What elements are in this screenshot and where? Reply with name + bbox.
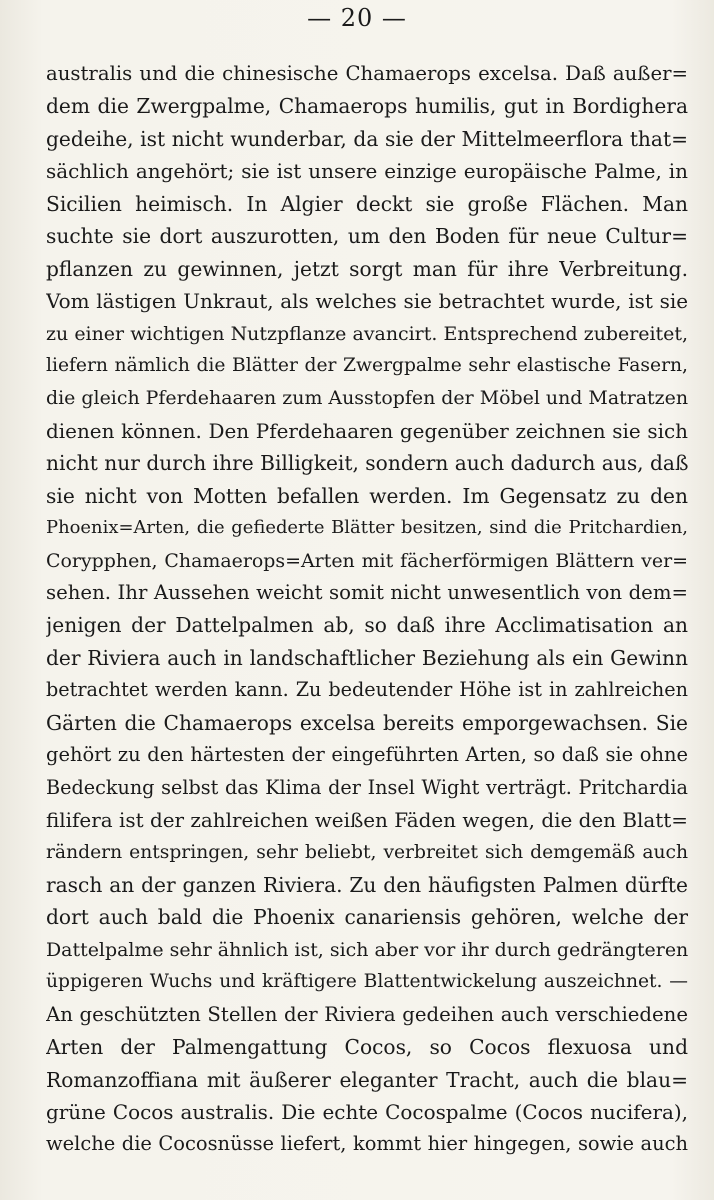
text-line: welche die Cocosnüsse liefert, kommt hier hingegen, sowie auch — [46, 1132, 688, 1156]
text-line: rasch an der ganzen Riviera. Zu den häufigsten Palmen dürfte — [46, 872, 688, 897]
text-line: nicht nur durch ihre Billigkeit, sondern auch dadurch aus, daß — [46, 451, 688, 476]
text-line: dem die Zwergpalme, Chamaerops humilis, gut in Bordighera — [46, 94, 688, 119]
text-line: Arten der Palmengattung Cocos, so Cocos flexuosa und — [46, 1035, 688, 1060]
text-line: Phoenix=Arten, die gefiederte Blätter besitzen, sind die Pritchardien, — [46, 517, 688, 539]
text-line: australis und die chinesische Chamaerops excelsa. Daß außer= — [46, 62, 688, 85]
text-line: sächlich angehört; sie ist unsere einzige europäische Palme, in — [46, 159, 688, 184]
body-text — [46, 58, 688, 1161]
text-line: üppigeren Wuchs und kräftigere Blattentwickelung auszeichnet. — — [46, 971, 688, 993]
text-line: sie nicht von Motten befallen werden. Im Gegensatz zu den — [46, 483, 688, 508]
text-line: jenigen der Dattelpalmen ab, so daß ihre Acclimatisation an — [46, 613, 688, 638]
text-line: Romanzoffiana mit äußerer eleganter Tracht, auch die blau= — [46, 1067, 688, 1092]
text-line: liefern nämlich die Blätter der Zwergpalme sehr elastische Fasern, — [46, 354, 688, 376]
page-number: — 20 — — [307, 4, 407, 32]
text-line: gehört zu den härtesten der eingeführten Arten, so daß sie ohne — [46, 743, 688, 767]
text-line: rändern entspringen, sehr beliebt, verbreitet sich demgemäß auch — [46, 841, 688, 863]
text-line: betrachtet werden kann. Zu bedeutender Höhe ist in zahlreichen — [46, 678, 688, 702]
text-line: filifera ist der zahlreichen weißen Fäden wegen, die den Blatt= — [46, 808, 688, 833]
text-line: Bedeckung selbst das Klima der Insel Wight verträgt. Pritchardia — [46, 775, 688, 799]
text-line: suchte sie dort auszurotten, um den Boden für neue Cultur= — [46, 224, 688, 249]
text-line: Vom lästigen Unkraut, als welches sie betrachtet wurde, ist sie — [46, 289, 688, 314]
text-line: die gleich Pferdehaaren zum Ausstopfen der Möbel und Matratzen — [46, 387, 688, 410]
text-line: pflanzen zu gewinnen, jetzt sorgt man für ihre Verbreitung. — [46, 256, 688, 281]
text-line: gedeihe, ist nicht wunderbar, da sie der Mittelmeerflora that= — [46, 126, 688, 151]
text-line: Sicilien heimisch. In Algier deckt sie große Flächen. Man — [46, 191, 688, 216]
text-line: Dattelpalme sehr ähnlich ist, sich aber vor ihr durch gedrängteren — [46, 938, 688, 961]
text-line: grüne Cocos australis. Die echte Cocospalme (Cocos nucifera), — [46, 1100, 688, 1124]
text-line: Corypphen, Chamaerops=Arten mit fächerförmigen Blättern ver= — [46, 549, 688, 572]
text-line: dienen können. Den Pferdehaaren gegenüber zeichnen sie sich — [46, 418, 688, 443]
text-line: An geschützten Stellen der Riviera gedeihen auch verschiedene — [46, 1002, 688, 1026]
text-line: sehen. Ihr Aussehen weicht somit nicht unwesentlich von dem= — [46, 581, 688, 604]
text-line: der Riviera auch in landschaftlicher Beziehung als ein Gewinn — [46, 645, 688, 670]
text-line: zu einer wichtigen Nutzpflanze avancirt. Entsprechend zubereitet, — [46, 322, 688, 345]
text-line: Gärten die Chamaerops excelsa bereits emporgewachsen. Sie — [46, 710, 688, 735]
text-line: dort auch bald die Phoenix canariensis gehören, welche der — [46, 905, 688, 930]
